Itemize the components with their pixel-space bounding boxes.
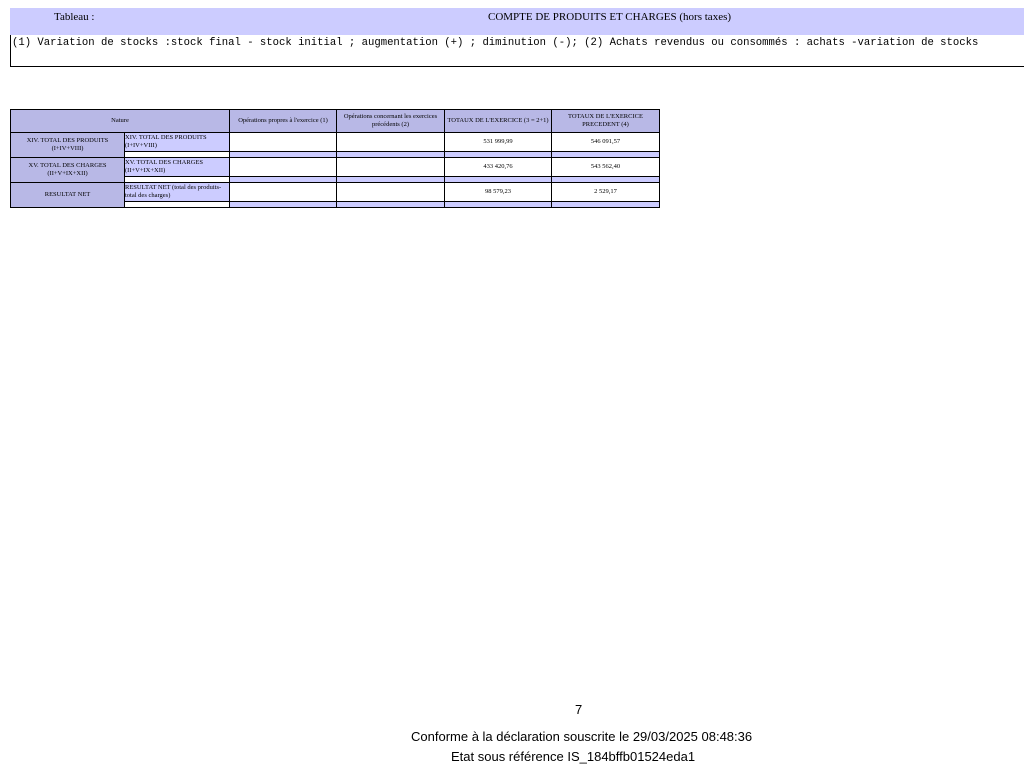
total-previous-cell: 543 562,40 — [552, 158, 660, 177]
reference-statement: Etat sous référence IS_184bffb01524eda1 — [451, 749, 696, 764]
footnote-text: (1) Variation de stocks :stock final - stock initial ; augmentation (+) ; diminution (-); (2) Achats revendus ou consommés : achats -variation de stocks — [10, 35, 1024, 67]
ops-exercise-cell — [230, 133, 337, 152]
table-row — [11, 133, 660, 152]
table-label: Tableau : — [54, 11, 95, 23]
row-label: RESULTAT NET (total des produits-total des charges) — [125, 183, 230, 202]
total-current-cell: 433 420,76 — [445, 158, 552, 177]
total-previous-cell: 2 529,17 — [552, 183, 660, 202]
row-group-label: XIV. TOTAL DES PRODUITS (I+IV+VIII) — [11, 133, 125, 158]
col-header-ops-exercise: Opérations propres à l'exercice (1) — [230, 110, 337, 133]
income-statement-table — [10, 109, 660, 208]
row-group-label: RESULTAT NET — [11, 183, 125, 208]
row-label: XIV. TOTAL DES PRODUITS (I+IV+VIII) — [125, 133, 230, 152]
row-group-label: XV. TOTAL DES CHARGES (II+V+IX+XII) — [11, 158, 125, 183]
table-header-bar — [10, 8, 1024, 35]
page-number: 7 — [575, 702, 583, 717]
table-row — [11, 158, 660, 177]
ops-previous-cell — [337, 158, 445, 177]
page-title: COMPTE DE PRODUITS ET CHARGES (hors taxes) — [488, 11, 732, 23]
ops-previous-cell — [337, 183, 445, 202]
table-header-row — [11, 110, 660, 133]
ops-exercise-cell — [230, 158, 337, 177]
ops-exercise-cell — [230, 183, 337, 202]
conformity-statement: Conforme à la déclaration souscrite le 29/03/2025 08:48:36 — [411, 729, 753, 744]
col-header-total-current: TOTAUX DE L'EXERCICE (3 = 2+1) — [445, 110, 552, 133]
total-current-cell: 531 999,99 — [445, 133, 552, 152]
col-header-total-previous: TOTAUX DE L'EXERCICE PRECEDENT (4) — [552, 110, 660, 133]
total-current-cell: 98 579,23 — [445, 183, 552, 202]
ops-previous-cell — [337, 133, 445, 152]
table-row — [11, 183, 660, 202]
col-header-nature: Nature — [11, 110, 230, 133]
col-header-ops-previous: Opérations concernant les exercices précédents (2) — [337, 110, 445, 133]
row-label: XV. TOTAL DES CHARGES (II+V+IX+XII) — [125, 158, 230, 177]
total-previous-cell: 546 091,57 — [552, 133, 660, 152]
